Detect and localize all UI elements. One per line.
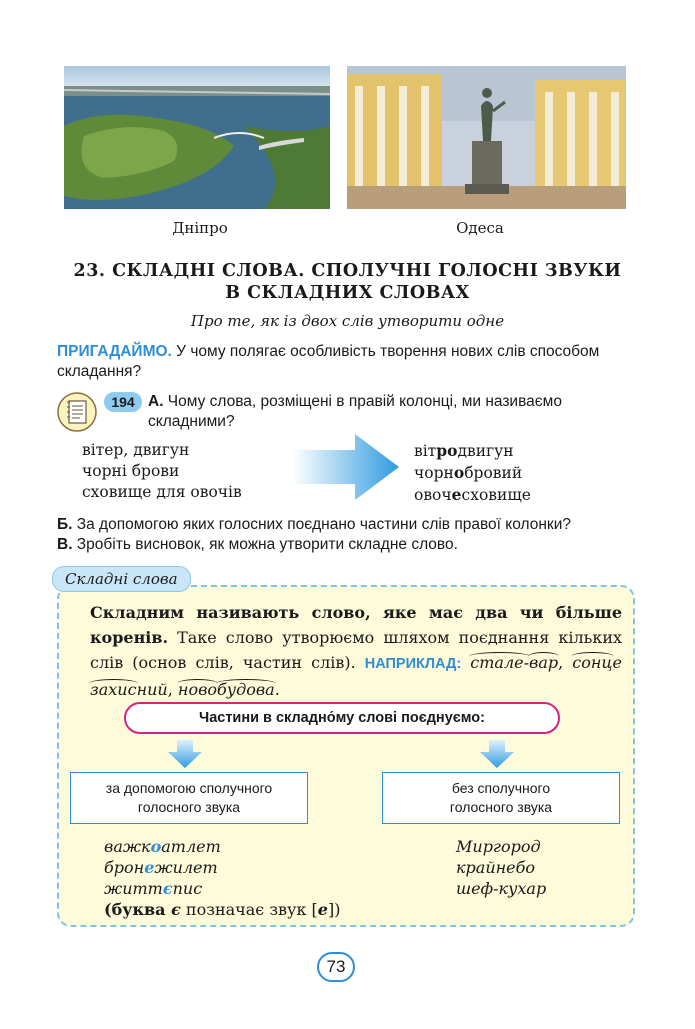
exercise-task-a-label: А. xyxy=(148,393,164,410)
down-arrow-icon xyxy=(480,740,514,772)
rule-bold-lead: Складним називають слово, яке має два чи більше коренів. xyxy=(90,603,622,647)
exercise-task-a-text: Чому слова, розміщені в правій колонці, ми називаємо складними? xyxy=(148,393,562,430)
right-column xyxy=(414,440,531,506)
example-stalevar: стале-вар xyxy=(470,653,558,672)
photo-odesa xyxy=(347,66,626,209)
word-item: важкоатлет xyxy=(104,837,221,856)
scheme-header: Частини в складно́му слові поєднуємо: xyxy=(124,702,560,734)
right-column-item: чорнобровий xyxy=(414,463,523,482)
page-number: 73 xyxy=(317,952,355,982)
left-column-item: сховище для овочів xyxy=(82,483,242,501)
right-column-item: вітродвигун xyxy=(414,441,514,460)
example-novobudova: новобудова xyxy=(178,680,275,699)
without-connecting-vowel-box: без сполучного голосного звука xyxy=(382,772,620,824)
example-keyword: НАПРИКЛАД: xyxy=(364,656,462,672)
exercise-task-c: В. Зробіть висновок, як можна утворити складне слово. xyxy=(57,536,458,553)
photo-caption-odesa: Одеса xyxy=(456,219,504,237)
recall-keyword: ПРИГАДАЙМО. xyxy=(57,343,172,360)
rule-body: Таке слово утворюємо шляхом поєднання кільких слів (основ слів, частин слів). xyxy=(90,628,622,672)
exercise-number: 194 xyxy=(104,392,142,412)
recall-text: У чому полягає особливість творення нових слів способом складання? xyxy=(57,343,600,380)
section-title xyxy=(40,260,655,304)
words-without-vowel xyxy=(456,836,546,899)
left-column xyxy=(82,440,242,503)
letter-note: (буква є позначає звук [е]) xyxy=(104,900,341,919)
right-arrow-icon xyxy=(293,434,399,504)
recall-block xyxy=(57,342,642,382)
example-sontsezakhysnyi: сонцезахисний xyxy=(90,653,622,699)
photo-dnipro xyxy=(64,66,330,209)
rule-tab: Складні слова xyxy=(52,566,191,592)
rule-text: Складним називають слово, яке має два чи більше коренів. Таке слово утворюємо шляхом поєднання кільких слів (основ слів, частин слів). НАПРИКЛАД: стале-вар, сонцезахисний, новобудова. xyxy=(90,600,622,702)
down-arrow-icon xyxy=(168,740,202,772)
word-item: шеф-кухар xyxy=(456,879,547,898)
notebook-icon xyxy=(57,392,97,432)
photo-caption-dnipro: Дніпро xyxy=(172,219,228,237)
word-item: крайнебо xyxy=(456,858,536,877)
section-title-line1: 23. СКЛАДНІ СЛОВА. СПОЛУЧНІ ГОЛОСНІ ЗВУКИ xyxy=(73,261,622,281)
exercise-task-b: Б. За допомогою яких голосних поєднано частини слів правої колонки? xyxy=(57,516,571,533)
words-with-vowel xyxy=(104,836,221,899)
with-connecting-vowel-box: за допомогою сполучного голосного звука xyxy=(70,772,308,824)
word-item: бронежилет xyxy=(104,858,218,877)
word-item: Миргород xyxy=(456,837,541,856)
left-column-item: чорні брови xyxy=(82,462,180,480)
section-title-line2: В СКЛАДНИХ СЛОВАХ xyxy=(225,283,470,303)
exercise-task-a xyxy=(148,392,642,432)
word-item: життєпис xyxy=(104,879,203,898)
left-column-item: вітер, двигун xyxy=(82,441,190,459)
section-subtitle: Про те, як із двох слів утворити одне xyxy=(190,312,505,330)
right-column-item: овочесховище xyxy=(414,485,531,504)
